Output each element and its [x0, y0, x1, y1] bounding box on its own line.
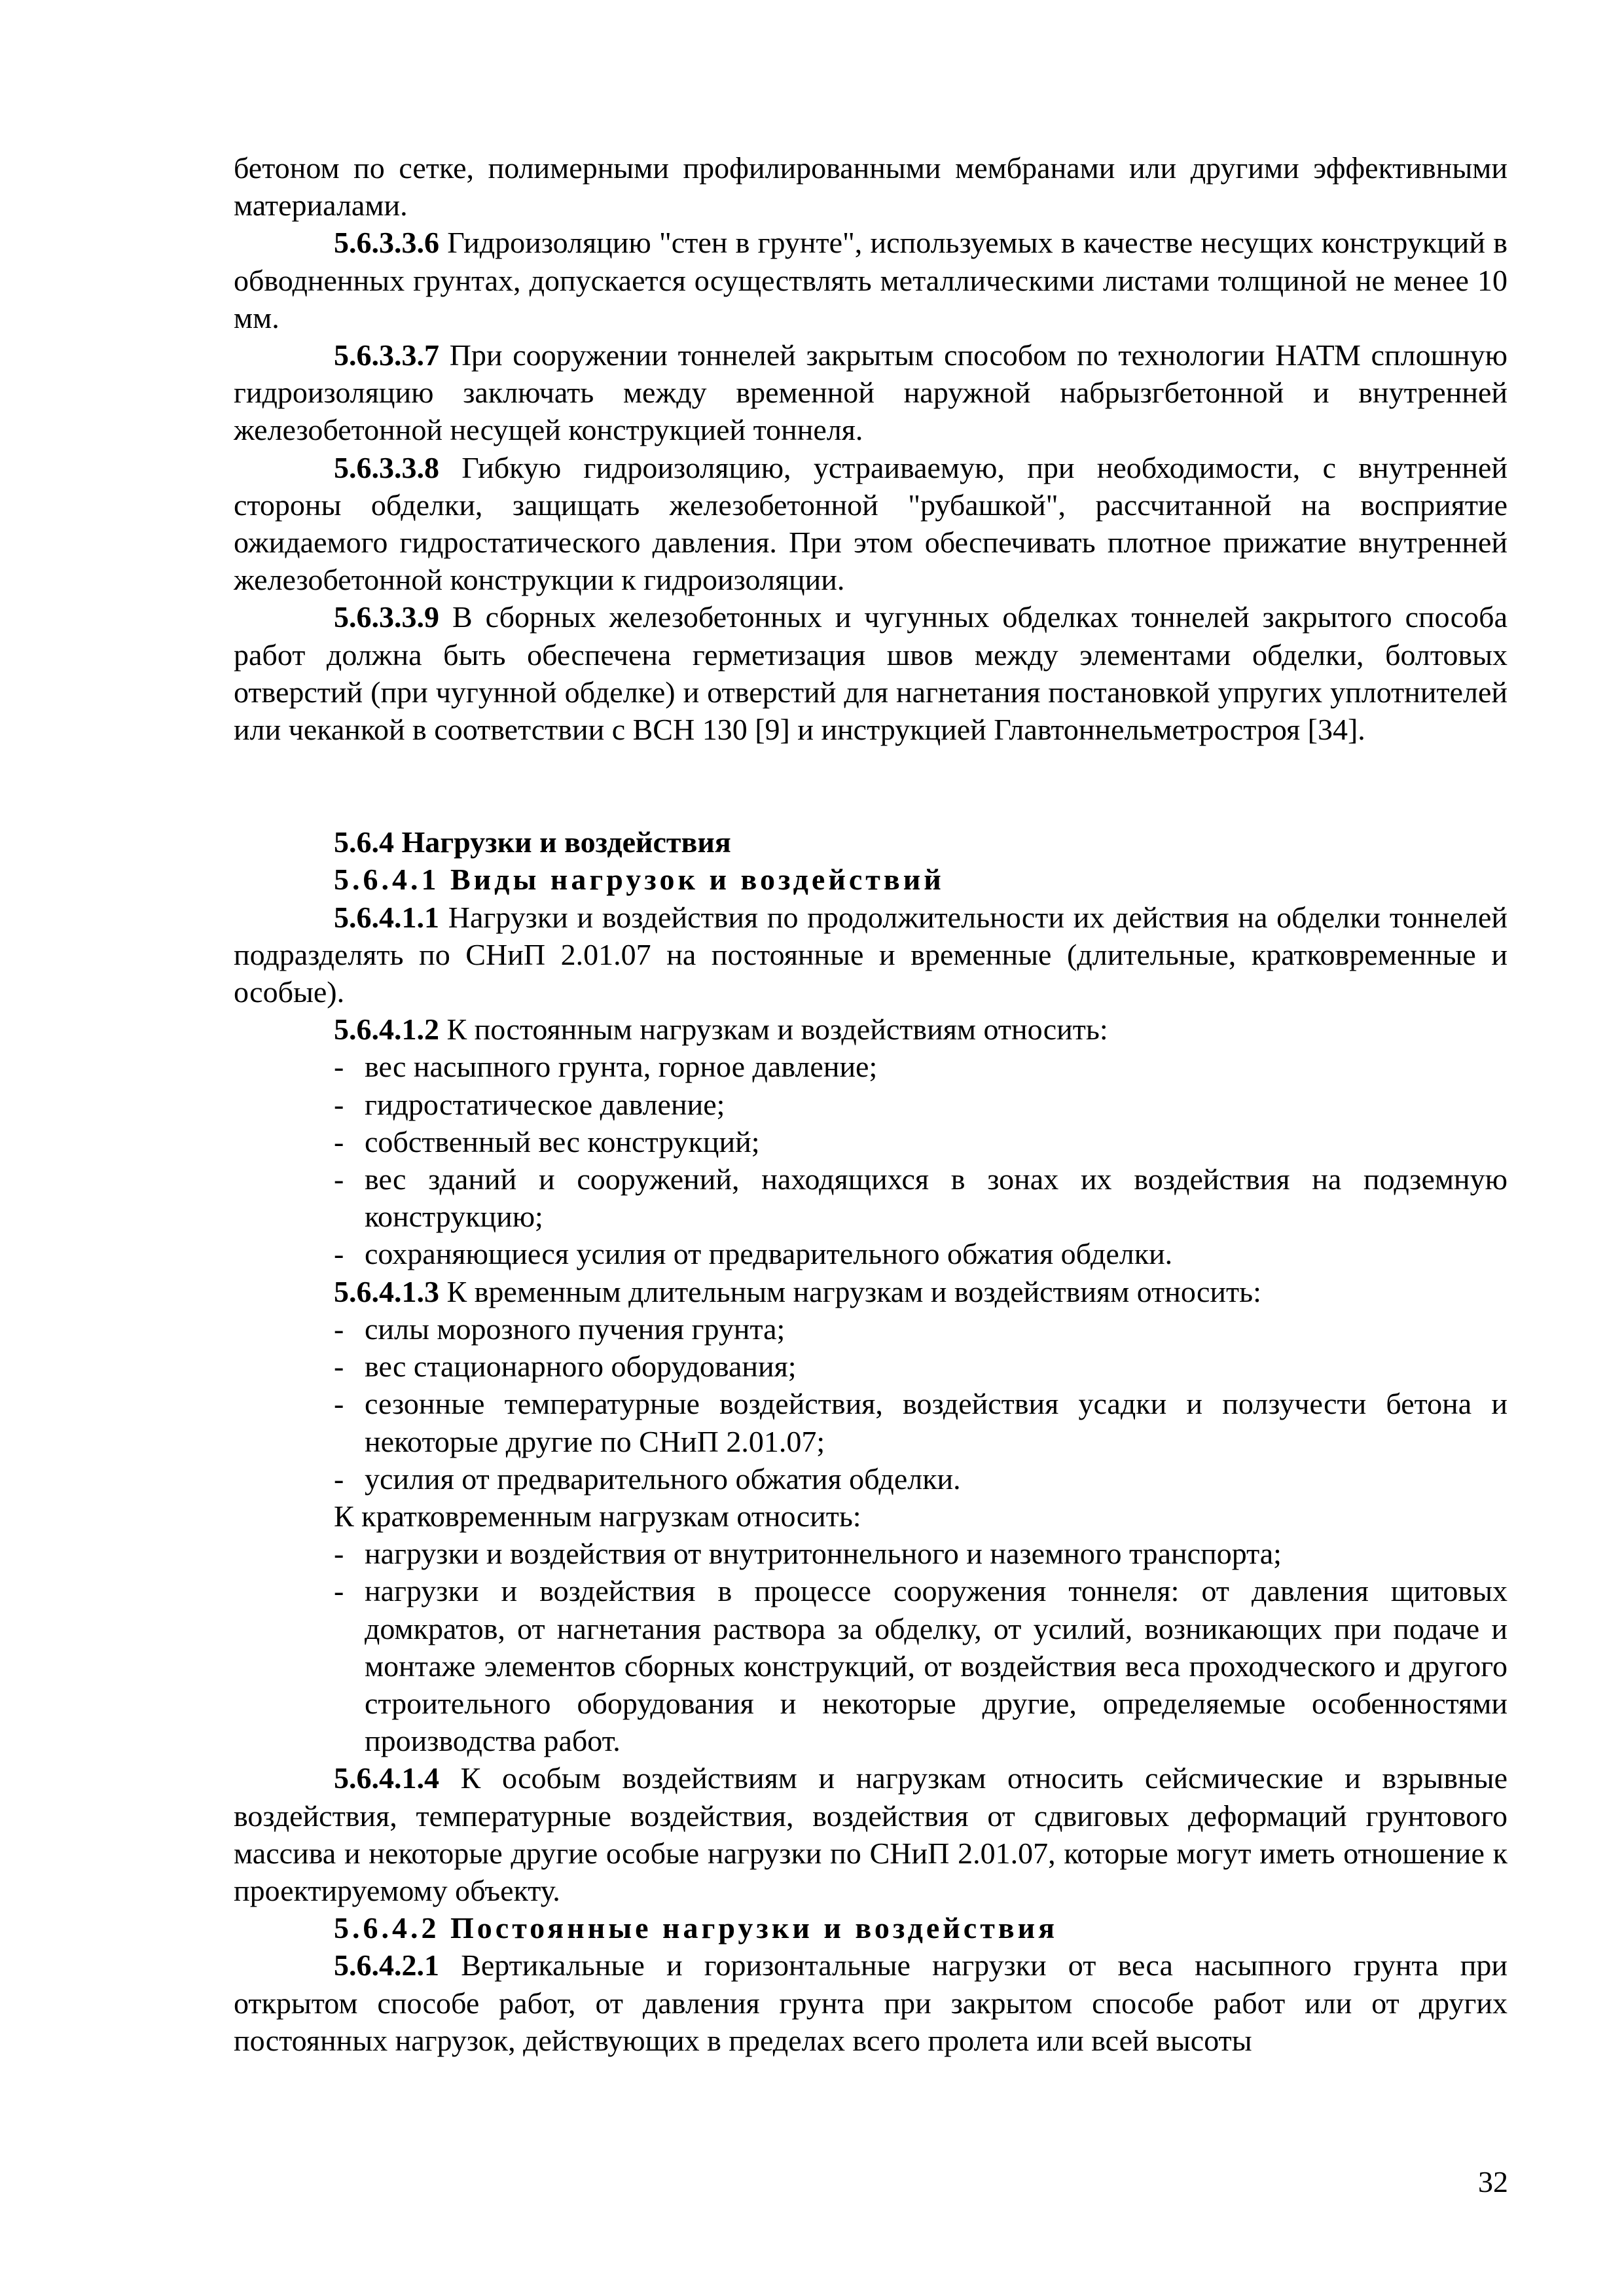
list-item	[234, 1460, 1507, 1498]
list-item	[234, 1310, 1507, 1348]
document-page	[234, 149, 1507, 2059]
paragraph	[234, 1759, 1507, 1909]
dash-list	[234, 1048, 1507, 1272]
clause-number: 5.6.4.1.2	[334, 1013, 439, 1047]
dash-list	[234, 1535, 1507, 1759]
dash-bullet: -	[334, 1312, 344, 1346]
list-item-text: гидростатическое давление;	[365, 1087, 725, 1121]
list-item	[234, 1535, 1507, 1572]
dash-bullet: -	[334, 1162, 344, 1196]
dash-bullet: -	[334, 1574, 344, 1608]
list-item	[234, 1385, 1507, 1460]
paragraph	[234, 336, 1507, 449]
list-item-text: вес насыпного грунта, горное давление;	[365, 1050, 878, 1084]
paragraph	[234, 149, 1507, 224]
paragraph	[234, 1498, 1507, 1535]
paragraph-text: При сооружении тоннелей закрытым способом по технологии НАТМ сплошную гидроизоляцию заключать между временной наружной набрызгбетонной и внутренней железобетонной несущей конструкцией тоннеля.	[234, 338, 1507, 447]
clause-number: 5.6.3.3.7	[334, 338, 439, 372]
paragraph	[234, 1946, 1507, 2059]
paragraph-text: К постоянным нагрузкам и воздействиям относить:	[439, 1013, 1108, 1047]
paragraph-text: Вертикальные и горизонтальные нагрузки от веса насыпного грунта при открытом способе работ, от давления грунта при закрытом способе работ или от других постоянных нагрузок, действующих в пределах всего пролета или всей высоты	[234, 1948, 1507, 2057]
page-number: 32	[1478, 2165, 1508, 2198]
list-item	[234, 1086, 1507, 1123]
list-item	[234, 1235, 1507, 1272]
list-item-text: сохраняющиеся усилия от предварительного обжатия обделки.	[365, 1237, 1173, 1271]
list-item-text: усилия от предварительного обжатия обделки.	[365, 1462, 961, 1496]
section-gap	[234, 748, 1507, 823]
list-item-text: нагрузки и воздействия в процессе сооружения тоннеля: от давления щитовых домкратов, от нагнетания раствора за обделку, от усилий, возникающих при подаче и монтаже элементов сборных конструкций, от воздействия веса проходческого и другого строительного оборудования и некоторые другие, определяемые особенностями производства работ.	[365, 1574, 1507, 1758]
dash-bullet: -	[334, 1537, 344, 1571]
paragraph-text: К временным длительным нагрузкам и воздействиям относить:	[439, 1274, 1261, 1308]
list-item	[234, 1048, 1507, 1085]
dash-bullet: -	[334, 1387, 344, 1421]
paragraph-text: бетоном по сетке, полимерными профилированными мембранами или другими эффективными материалами.	[234, 151, 1507, 223]
dash-bullet: -	[334, 1237, 344, 1271]
paragraph	[234, 598, 1507, 748]
paragraph	[234, 449, 1507, 599]
dash-list	[234, 1310, 1507, 1498]
paragraph-text: В сборных железобетонных и чугунных обделках тоннелей закрытого способа работ должна быть обеспечена герметизация швов между элементами обделки, болтовых отверстий (при чугунной обделке) и отверстий для нагнетания постановкой упругих уплотнителей или чеканкой в соответствии с ВСН 130 [9] и инструкцией Главтоннельметростроя [34].	[234, 600, 1507, 747]
clause-number: 5.6.3.3.6	[334, 226, 439, 260]
list-item-text: вес стационарного оборудования;	[365, 1350, 797, 1384]
list-item-text: силы морозного пучения грунта;	[365, 1312, 785, 1346]
list-item	[234, 1348, 1507, 1385]
clause-number: 5.6.3.3.8	[334, 450, 439, 484]
paragraph-text: Гибкую гидроизоляцию, устраиваемую, при необходимости, с внутренней стороны обделки, защищать железобетонной "рубашкой", рассчитанной на восприятие ожидаемого гидростатического давления. При этом обеспечивать плотное прижатие внутренней железобетонной конструкции к гидроизоляции.	[234, 450, 1507, 597]
paragraph	[234, 1011, 1507, 1048]
list-item	[234, 1160, 1507, 1235]
list-item	[234, 1123, 1507, 1160]
paragraph-text: К особым воздействиям и нагрузкам относить сейсмические и взрывные воздействия, температурные воздействия, воздействия от сдвиговых деформаций грунтового массива и некоторые другие особые нагрузки по СНиП 2.01.07, которые могут иметь отношение к проектируемому объекту.	[234, 1761, 1507, 1907]
paragraph-text: Нагрузки и воздействия по продолжительности их действия на обделки тоннелей подразделять по СНиП 2.01.07 на постоянные и временные (длительные, кратковременные и особые).	[234, 900, 1507, 1009]
subsection-heading: 5.6.4.1 Виды нагрузок и воздействий	[334, 863, 945, 897]
list-item-text: нагрузки и воздействия от внутритоннельного и наземного транспорта;	[365, 1537, 1282, 1571]
list-item-text: сезонные температурные воздействия, воздействия усадки и ползучести бетона и некоторые другие по СНиП 2.01.07;	[365, 1387, 1507, 1458]
clause-number: 5.6.4.1.4	[334, 1761, 439, 1795]
dash-bullet: -	[334, 1350, 344, 1384]
paragraph	[234, 899, 1507, 1011]
subsection-heading: 5.6.4.2 Постоянные нагрузки и воздействия	[334, 1911, 1058, 1945]
clause-number: 5.6.4.1.1	[334, 900, 439, 934]
section-heading: 5.6.4 Нагрузки и воздействия	[334, 825, 731, 859]
dash-bullet: -	[334, 1124, 344, 1158]
list-item-text: вес зданий и сооружений, находящихся в зонах их воздействия на подземную конструкцию;	[365, 1162, 1507, 1234]
clause-number: 5.6.4.1.3	[334, 1274, 439, 1308]
dash-bullet: -	[334, 1087, 344, 1121]
paragraph-text: К кратковременным нагрузкам относить:	[334, 1499, 861, 1533]
list-item-text: собственный вес конструкций;	[365, 1124, 760, 1158]
list-item	[234, 1572, 1507, 1759]
paragraph	[234, 224, 1507, 336]
paragraph	[234, 1273, 1507, 1310]
clause-number: 5.6.4.2.1	[334, 1948, 439, 1982]
dash-bullet: -	[334, 1050, 344, 1084]
paragraph-text: Гидроизоляцию "стен в грунте", используемых в качестве несущих конструкций в обводненных грунтах, допускается осуществлять металлическими листами толщиной не менее 10 мм.	[234, 226, 1507, 334]
clause-number: 5.6.3.3.9	[334, 600, 439, 634]
dash-bullet: -	[334, 1462, 344, 1496]
